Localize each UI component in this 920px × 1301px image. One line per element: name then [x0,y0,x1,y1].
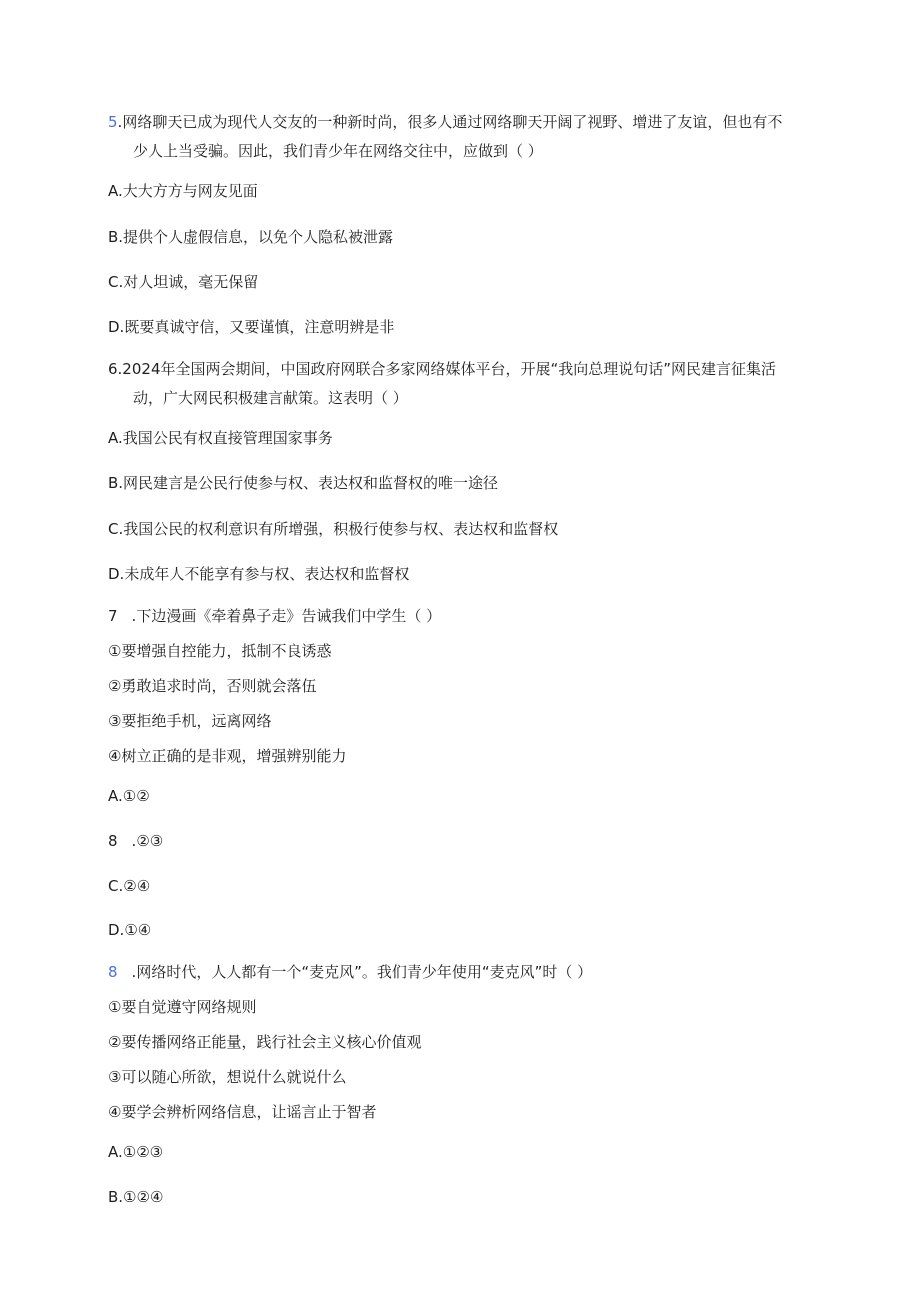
question-7-option-a: A.①② [108,787,150,805]
question-5-option-c: C.对人坦诚，毫无保留 [108,273,259,291]
question-8-stem [108,962,592,982]
question-7-stem-text: .下边漫画《牵着鼻子走》告诫我们中学生（ ） [131,607,442,625]
question-8-statement-2: ②要传播网络正能量，践行社会主义核心价值观 [108,1033,422,1051]
question-8-option-b: B.①②④ [108,1188,164,1206]
question-6-stem-line-1: 6.2024年全国两会期间，中国政府网联合多家网络媒体平台，开展“我向总理说句话”网民建言征集活 [108,360,777,378]
question-5-number: 5 [108,113,118,131]
question-8-number: 8 [108,963,118,981]
question-6-option-a: A.我国公民有权直接管理国家事务 [108,429,333,447]
question-6-option-d: D.未成年人不能享有参与权、表达权和监督权 [108,565,410,583]
question-5-option-a: A.大大方方与网友见面 [108,182,258,200]
question-5-option-d: D.既要真诚守信，又要谨慎，注意明辨是非 [108,318,395,336]
question-7-option-c: C.②④ [108,877,151,895]
question-5-stem-text-1: .网络聊天已成为现代人交友的一种新时尚，很多人通过网络聊天开阔了视野、增进了友谊，但也有不 [117,113,783,131]
question-7-option-b-text: .②③ [131,832,164,850]
question-6-option-b: B.网民建言是公民行使参与权、表达权和监督权的唯一途径 [108,474,499,492]
question-8-statement-4: ④要学会辨析网络信息，让谣言止于智者 [108,1103,377,1121]
question-7-number: 7 [108,607,118,625]
question-8-option-a: A.①②③ [108,1143,164,1161]
question-5-option-b: B.提供个人虚假信息，以免个人隐私被泄露 [108,228,394,246]
question-6-option-c: C.我国公民的权利意识有所增强，积极行使参与权、表达权和监督权 [108,520,559,538]
question-5-stem-line-1 [108,112,782,132]
question-5-stem-line-2: 少人上当受骗。因此，我们青少年在网络交往中，应做到（ ） [133,142,543,160]
question-7-stem [108,606,441,626]
question-7-statement-4: ④树立正确的是非观，增强辨别能力 [108,747,347,765]
question-7-option-b-number: 8 [108,832,118,850]
question-7-option-b [108,831,163,851]
question-7-statement-2: ②勇敢追求时尚，否则就会落伍 [108,677,317,695]
question-8-statement-1: ①要自觉遵守网络规则 [108,998,257,1016]
question-8-statement-3: ③可以随心所欲，想说什么就说什么 [108,1068,347,1086]
question-8-stem-text: .网络时代，人人都有一个“麦克风”。我们青少年使用“麦克风”时（ ） [131,963,593,981]
question-7-statement-3: ③要拒绝手机，远离网络 [108,712,272,730]
question-7-option-d: D.①④ [108,921,152,939]
question-6-stem-line-2: 动，广大网民积极建言献策。这表明（ ） [133,389,408,407]
question-7-statement-1: ①要增强自控能力，抵制不良诱惑 [108,642,332,660]
